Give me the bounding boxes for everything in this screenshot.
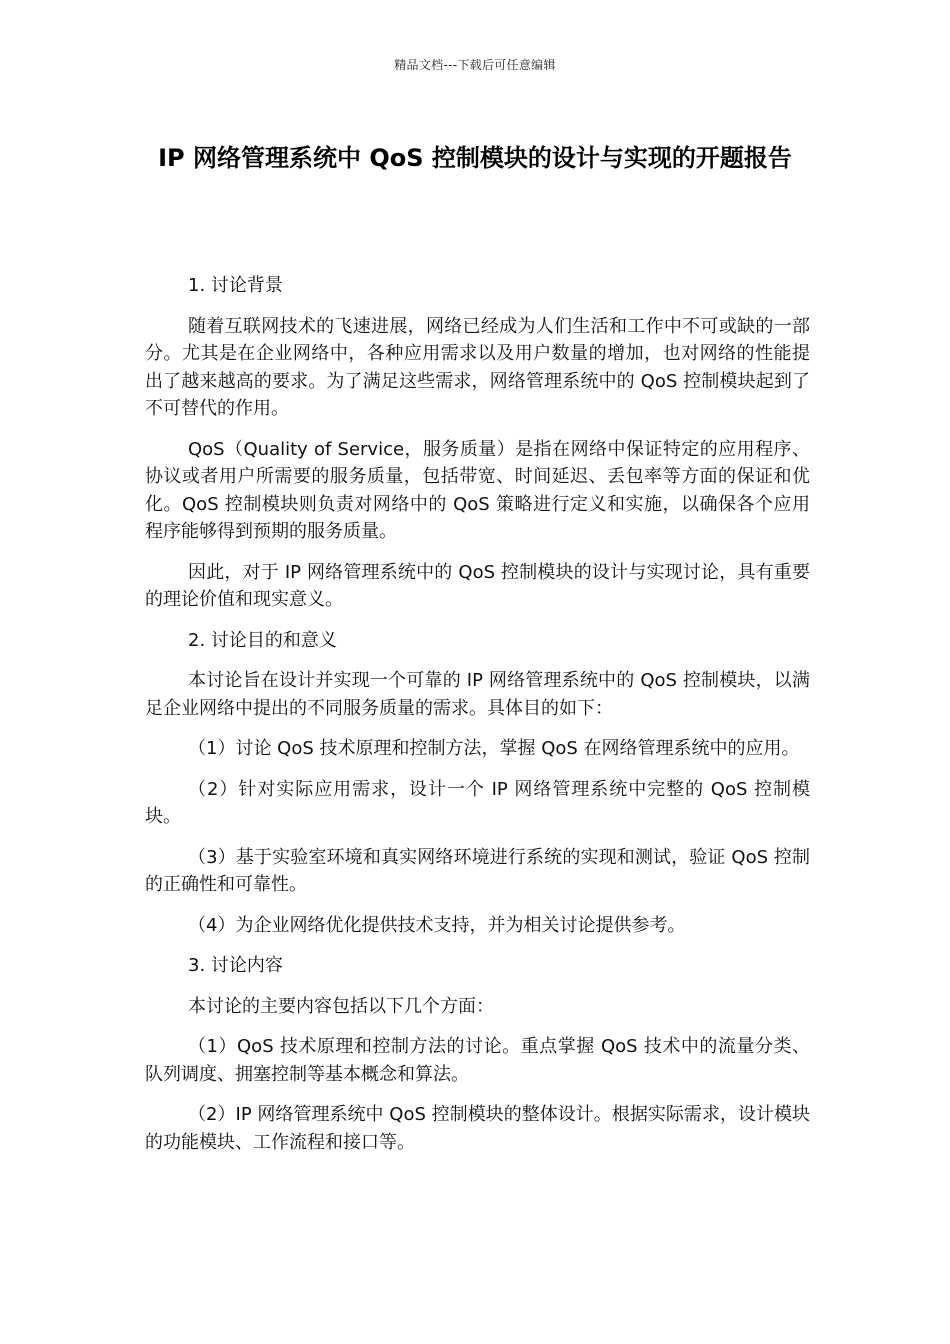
list-item: （2）针对实际应用需求，设计一个 IP 网络管理系统中完整的 QoS 控制模块。 bbox=[145, 778, 810, 827]
list-item: （1）QoS 技术原理和控制方法的讨论。重点掌握 QoS 技术中的流量分类、队列调度、拥塞控制等基本概念和算法。 bbox=[145, 1036, 810, 1085]
paragraph: 随着互联网技术的飞速进展，网络已经成为人们生活和工作中不可或缺的一部分。尤其是在企业网络中，各种应用需求以及用户数量的增加，也对网络的性能提出了越来越高的要求。为了满足这些需求，网络管理系统中的 QoS 控制模块起到了不可替代的作用。 bbox=[145, 315, 810, 419]
section-heading: 3. 讨论内容 bbox=[188, 955, 283, 976]
paragraph: QoS（Quality of Service，服务质量）是指在网络中保证特定的应用程序、协议或者用户所需要的服务质量，包括带宽、时间延迟、丢包率等方面的保证和优化。QoS 控制模块则负责对网络中的 QoS 策略进行定义和实施，以确保各个应用程序能够得到预期的服务质量。 bbox=[145, 438, 810, 542]
section-heading: 2. 讨论目的和意义 bbox=[188, 629, 337, 651]
page-header: 精品文档---下载后可任意编辑 bbox=[394, 58, 556, 72]
paragraph: 本讨论旨在设计并实现一个可靠的 IP 网络管理系统中的 QoS 控制模块，以满足企业网络中提出的不同服务质量的需求。具体目的如下： bbox=[145, 670, 810, 719]
paragraph: 因此，对于 IP 网络管理系统中的 QoS 控制模块的设计与实现讨论，具有重要的理论价值和现实意义。 bbox=[145, 561, 810, 610]
document-title: IP 网络管理系统中 QoS 控制模块的设计与实现的开题报告 bbox=[158, 144, 792, 172]
list-item: （4）为企业网络优化提供技术支持，并为相关讨论提供参考。 bbox=[188, 914, 686, 936]
section-heading: 1. 讨论背景 bbox=[188, 275, 283, 296]
list-item: （2）IP 网络管理系统中 QoS 控制模块的整体设计。根据实际需求，设计模块的功能模块、工作流程和接口等。 bbox=[145, 1104, 810, 1153]
list-item: （1）讨论 QoS 技术原理和控制方法，掌握 QoS 在网络管理系统中的应用。 bbox=[188, 738, 800, 759]
list-item: （3）基于实验室环境和真实网络环境进行系统的实现和测试，验证 QoS 控制的正确性和可靠性。 bbox=[145, 846, 810, 895]
paragraph: 本讨论的主要内容包括以下几个方面： bbox=[188, 995, 494, 1017]
document-body bbox=[145, 272, 810, 1169]
